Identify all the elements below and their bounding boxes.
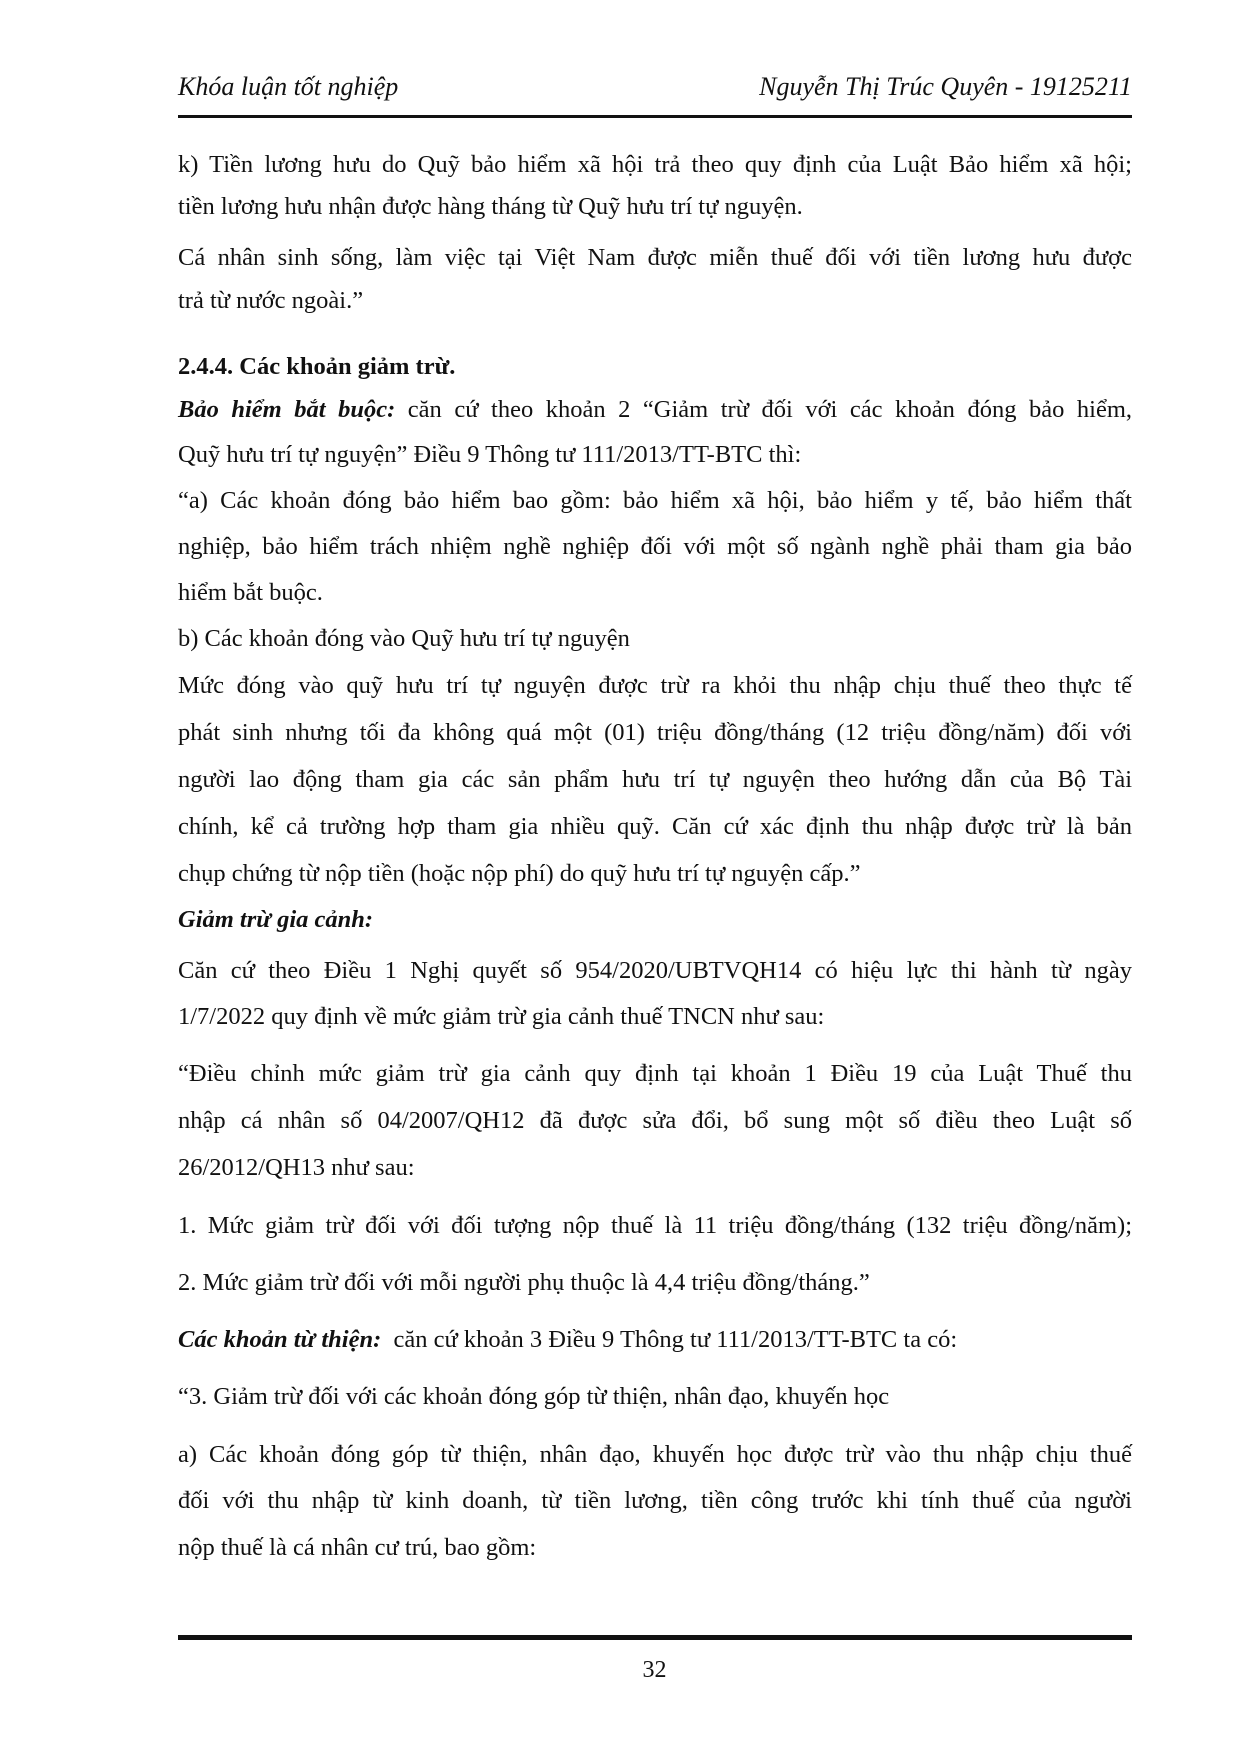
- text-line: a) Các khoản đóng góp từ thiện, nhân đạo, khuyến học được trừ vào thu nhập chịu thuế: [178, 1441, 1132, 1468]
- text-line: chụp chứng từ nộp tiền (hoặc nộp phí) do quỹ hưu trí tự nguyện cấp.”: [178, 860, 861, 887]
- text-line: tiền lương hưu nhận được hàng tháng từ Quỹ hưu trí tự nguyện.: [178, 193, 803, 220]
- header-thesis-label: Khóa luận tốt nghiệp: [178, 72, 399, 101]
- text-span: căn cứ theo khoản 2 “Giảm trừ đối với các khoản đóng bảo hiểm,: [395, 396, 1133, 423]
- text-line: trả từ nước ngoài.”: [178, 287, 364, 314]
- term-label: Các khoản từ thiện:: [178, 1326, 382, 1353]
- text-line: b) Các khoản đóng vào Quỹ hưu trí tự nguyện: [178, 625, 630, 652]
- text-line: 26/2012/QH13 như sau:: [178, 1154, 415, 1181]
- term-label: Bảo hiểm bắt buộc:: [178, 396, 396, 423]
- header-author: Nguyễn Thị Trúc Quyên - 19125211: [759, 72, 1132, 101]
- section-heading: 2.4.4. Các khoản giảm trừ.: [178, 353, 456, 380]
- text-line: chính, kể cả trường hợp tham gia nhiều quỹ. Căn cứ xác định thu nhập được trừ là bản: [178, 813, 1132, 840]
- text-span: căn cứ khoản 3 Điều 9 Thông tư 111/2013/TT-BTC ta có:: [381, 1326, 958, 1353]
- text-line: nghiệp, bảo hiểm trách nhiệm nghề nghiệp đối với một số ngành nghề phải tham gia bảo: [178, 533, 1132, 560]
- text-line: Căn cứ theo Điều 1 Nghị quyết số 954/2020/UBTVQH14 có hiệu lực thi hành từ ngày: [178, 957, 1132, 984]
- footer-divider: [178, 1635, 1132, 1640]
- text-line: Mức đóng vào quỹ hưu trí tự nguyện được trừ ra khỏi thu nhập chịu thuế theo thực tế: [178, 672, 1132, 699]
- text-line: [178, 1325, 957, 1355]
- text-line: người lao động tham gia các sản phẩm hưu trí tự nguyện theo hướng dẫn của Bộ Tài: [178, 766, 1132, 793]
- text-line: “a) Các khoản đóng bảo hiểm bao gồm: bảo hiểm xã hội, bảo hiểm y tế, bảo hiểm thất: [178, 487, 1132, 514]
- text-line: đối với thu nhập từ kinh doanh, từ tiền lương, tiền công trước khi tính thuế của người: [178, 1487, 1132, 1514]
- text-line: “Điều chỉnh mức giảm trừ gia cảnh quy định tại khoản 1 Điều 19 của Luật Thuế thu: [178, 1060, 1132, 1087]
- page-number: 32: [642, 1657, 667, 1683]
- text-line: Cá nhân sinh sống, làm việc tại Việt Nam được miễn thuế đối với tiền lương hưu được: [178, 244, 1132, 271]
- text-line: 1. Mức giảm trừ đối với đối tượng nộp thuế là 11 triệu đồng/tháng (132 triệu đồng/năm);: [178, 1212, 1132, 1239]
- text-line: 2. Mức giảm trừ đối với mỗi người phụ thuộc là 4,4 triệu đồng/tháng.”: [178, 1269, 870, 1296]
- text-line: hiểm bắt buộc.: [178, 579, 323, 606]
- header-divider: [178, 115, 1132, 118]
- text-line: Quỹ hưu trí tự nguyện” Điều 9 Thông tư 111/2013/TT-BTC thì:: [178, 441, 802, 468]
- text-line: nộp thuế là cá nhân cư trú, bao gồm:: [178, 1534, 537, 1561]
- text-line: 1/7/2022 quy định về mức giảm trừ gia cảnh thuế TNCN như sau:: [178, 1003, 825, 1030]
- page-header: [178, 72, 1132, 108]
- text-line: phát sinh nhưng tối đa không quá một (01) triệu đồng/tháng (12 triệu đồng/năm) đối với: [178, 719, 1132, 746]
- term-label: Giảm trừ gia cảnh:: [178, 906, 374, 933]
- text-line: nhập cá nhân số 04/2007/QH12 đã được sửa đổi, bổ sung một số điều theo Luật số: [178, 1107, 1132, 1134]
- text-line: k) Tiền lương hưu do Quỹ bảo hiểm xã hội trả theo quy định của Luật Bảo hiểm xã hội;: [178, 151, 1132, 178]
- text-line: [178, 395, 1132, 425]
- text-line: “3. Giảm trừ đối với các khoản đóng góp từ thiện, nhân đạo, khuyến học: [178, 1383, 890, 1410]
